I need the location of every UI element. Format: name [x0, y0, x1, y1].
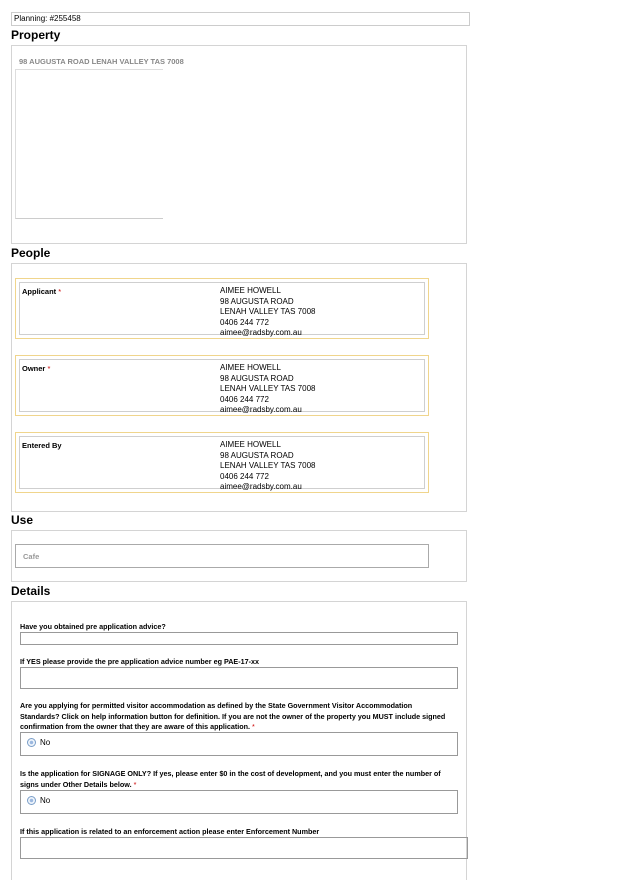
required-marker: *	[47, 364, 51, 373]
enforcement-number-label: If this application is related to an enforcement action please enter Enforcement Number	[20, 827, 320, 836]
applicant-details	[220, 286, 315, 339]
owner-name: AIMEE HOWELL	[220, 363, 281, 372]
owner-card	[15, 355, 429, 416]
pre-application-advice-select[interactable]	[20, 632, 458, 645]
applicant-suburb: LENAH VALLEY TAS 7008	[220, 307, 316, 316]
signage-only-field	[20, 790, 458, 814]
pre-application-advice-label: Have you obtained pre application advice?	[20, 622, 166, 631]
owner-email: aimee@radsby.com.au	[220, 405, 302, 414]
owner-phone: 0406 244 772	[220, 394, 269, 404]
enforcement-number-input[interactable]	[20, 837, 468, 859]
entered-by-email: aimee@radsby.com.au	[220, 482, 302, 491]
entered-by-card	[15, 432, 429, 493]
entered-by-phone: 0406 244 772	[220, 471, 269, 481]
details-panel	[11, 601, 467, 880]
owner-street: 98 AUGUSTA ROAD	[220, 373, 294, 383]
owner-label: Owner *	[22, 364, 51, 373]
use-field[interactable]	[15, 544, 429, 568]
use-heading: Use	[11, 513, 34, 527]
planning-number: Planning: #255458	[11, 12, 470, 26]
required-marker: *	[58, 287, 62, 296]
visitor-accommodation-no-option[interactable]	[27, 738, 50, 747]
property-heading: Property	[11, 28, 61, 42]
people-panel	[11, 263, 467, 512]
owner-suburb: LENAH VALLEY TAS 7008	[220, 384, 316, 393]
details-heading: Details	[11, 584, 51, 598]
people-heading: People	[11, 246, 51, 260]
entered-by-name: AIMEE HOWELL	[220, 440, 281, 449]
required-marker: *	[133, 779, 137, 789]
visitor-accommodation-field	[20, 732, 458, 756]
applicant-name: AIMEE HOWELL	[220, 286, 281, 295]
entered-by-label: Entered By	[22, 441, 62, 450]
visitor-accommodation-answer: No	[40, 738, 51, 747]
radio-button-icon[interactable]	[27, 738, 36, 747]
entered-by-street: 98 AUGUSTA ROAD	[220, 450, 294, 460]
property-address: 98 AUGUSTA ROAD LENAH VALLEY TAS 7008	[19, 57, 184, 66]
entered-by-suburb: LENAH VALLEY TAS 7008	[220, 461, 316, 470]
applicant-label: Applicant *	[22, 287, 62, 296]
use-panel	[11, 530, 467, 582]
signage-only-answer: No	[40, 796, 51, 805]
signage-only-no-option[interactable]	[27, 796, 50, 805]
property-panel	[11, 45, 467, 244]
signage-only-label: Is the application for SIGNAGE ONLY? If yes, please enter $0 in the cost of development, and you must enter the number of signs under Other Details below. *	[20, 769, 441, 789]
entered-by-details	[220, 440, 315, 493]
property-map[interactable]	[15, 69, 163, 219]
required-marker: *	[252, 722, 255, 731]
visitor-accommodation-label: Are you applying for permitted visitor accommodation as defined by the State Government Visitor Accommodation Standards? Click on help information button for definition. If you are not the owner of the property you MUST include signed confirmation from the owner that they are aware of this application. *	[20, 701, 446, 731]
applicant-phone: 0406 244 772	[220, 317, 269, 327]
applicant-card	[15, 278, 429, 339]
use-value: Cafe	[23, 552, 40, 561]
advice-number-label: If YES please provide the pre application advice number eg PAE-17-xx	[20, 657, 259, 666]
advice-number-input[interactable]	[20, 667, 458, 689]
applicant-email: aimee@radsby.com.au	[220, 328, 302, 337]
applicant-street: 98 AUGUSTA ROAD	[220, 296, 294, 306]
owner-details	[220, 363, 315, 416]
radio-button-icon[interactable]	[27, 796, 36, 805]
